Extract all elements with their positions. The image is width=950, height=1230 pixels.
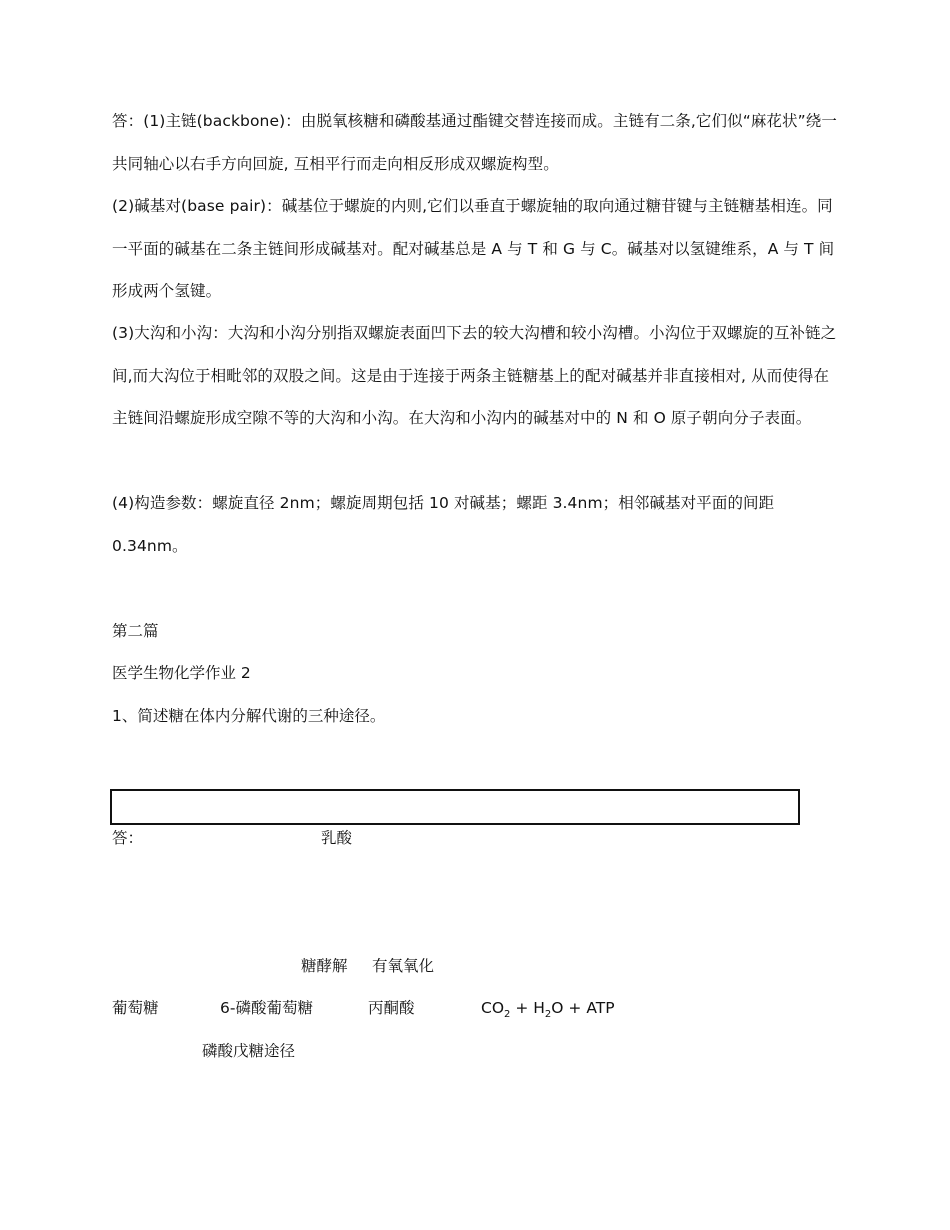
aerobic-oxidation-label: 有氧氧化: [372, 957, 435, 975]
answer-box: [110, 789, 800, 825]
paragraph-parameters: (4)构造参数：螺旋直径 2nm；螺旋周期包括 10 对碱基；螺距 3.4nm；相邻碱基对平面的间距 0.34nm。: [112, 494, 775, 555]
paragraph-grooves: (3)大沟和小沟：大沟和小沟分别指双螺旋表面凹下去的较大沟槽和较小沟槽。小沟位于双螺旋的互补链之间,而大沟位于相毗邻的双股之间。这是由于连接于两条主链糖基上的配对碱基并非直接相对, 从而使得在主链间沿螺旋形成空隙不等的大沟和小沟。在大沟和小沟内的碱基对中的 N 和 O 原子朝向分子表面。: [112, 324, 837, 427]
paragraph-backbone: 答：(1)主链(backbone)：由脱氧核糖和磷酸基通过酯键交替连接而成。主链有二条,它们似“麻花状”绕一共同轴心以右手方向回旋, 互相平行而走向相反形成双螺旋构型。: [112, 112, 837, 173]
glucose-6-phosphate-label: 6-磷酸葡萄糖: [220, 999, 313, 1017]
lactic-acid-label: 乳酸: [321, 829, 353, 847]
co2-subscript: 2: [504, 1009, 511, 1021]
co-text: CO: [481, 999, 505, 1017]
homework-title: 医学生物化学作业 2: [112, 664, 251, 682]
glucose-label: 葡萄糖: [112, 999, 159, 1017]
glycolysis-label: 糖酵解: [301, 957, 348, 975]
end-products-label: [481, 998, 615, 1025]
paragraph-base-pair: (2)碱基对(base pair)：碱基位于螺旋的内则,它们以垂直于螺旋轴的取向通过糖苷键与主链糖基相连。同一平面的碱基在二条主链间形成碱基对。配对碱基总是 A 与 T 和 G 与 C。碱基对以氢键维系，A 与 T 间形成两个氢键。: [112, 197, 835, 300]
answer-label: 答：: [112, 829, 144, 847]
section-title: 第二篇: [112, 622, 159, 640]
question-1: 1、简述糖在体内分解代谢的三种途径。: [112, 707, 386, 725]
pentose-phosphate-pathway-label: 磷酸戊糖途径: [202, 1042, 296, 1060]
pyruvate-label: 丙酮酸: [368, 999, 415, 1017]
o-atp-text: O + ATP: [551, 999, 615, 1017]
plus-h-text: + H: [510, 999, 545, 1017]
h2o-subscript: 2: [544, 1009, 552, 1021]
